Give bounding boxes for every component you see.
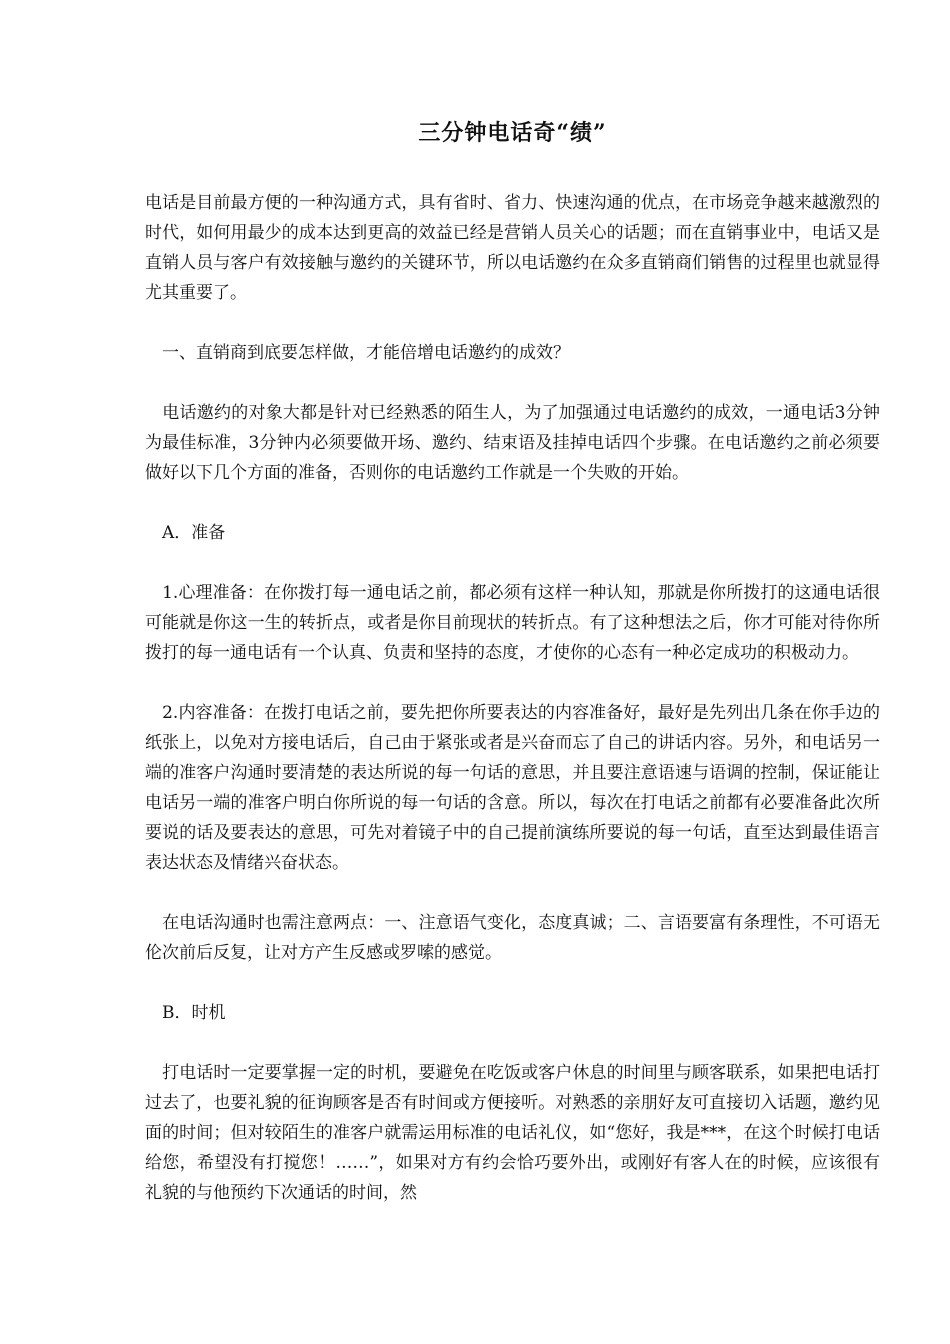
body-paragraph: 在电话沟通时也需注意两点：一、注意语气变化，态度真诚；二、言语要富有条理性，不可语无伦次前后反复，让对方产生反感或罗嗦的感觉。 bbox=[145, 913, 880, 963]
body-paragraph: 打电话时一定要掌握一定的时机，要避免在吃饭或客户休息的时间里与顾客联系，如果把电话打过去了，也要礼貌的征询顾客是否有时间或方便接听。对熟悉的亲朋好友可直接切入话题，邀约见面的时间；但对较陌生的准客户就需运用标准的电话礼仪，如“您好，我是***，在这个时候打电话给您，希望没有打搅您！……”，如果对方有约会恰巧要外出，或刚好有客人在的时候，应该很有礼貌的与他预约下次通话的时间，然 bbox=[145, 1063, 880, 1203]
section-heading-1: 一、直销商到底要怎样做，才能倍增电话邀约的成效？ bbox=[145, 343, 570, 363]
subsection-heading-a: A．准备 bbox=[145, 523, 226, 543]
document-page bbox=[145, 0, 880, 1208]
body-paragraph: 电话邀约的对象大都是针对已经熟悉的陌生人，为了加强通过电话邀约的成效，一通电话3分钟为最佳标准，3分钟内必须要做开场、邀约、结束语及挂掉电话四个步骤。在电话邀约之前必须要做好以下几个方面的准备，否则你的电话邀约工作就是一个失败的开始。 bbox=[145, 403, 880, 483]
document-title: 三分钟电话奇“绩” bbox=[418, 120, 607, 146]
body-paragraph: 2.内容准备：在拨打电话之前，要先把你所要表达的内容准备好，最好是先列出几条在你手边的纸张上，以免对方接电话后，自己由于紧张或者是兴奋而忘了自己的讲话内容。另外，和电话另一端的准客户沟通时要清楚的表达所说的每一句话的意思，并且要注意语速与语调的控制，保证能让电话另一端的准客户明白你所说的每一句话的含意。所以，每次在打电话之前都有必要准备此次所要说的话及要表达的意思，可先对着镜子中的自己提前演练所要说的每一句话，直至达到最佳语言表达状态及情绪兴奋状态。 bbox=[145, 703, 880, 873]
body-paragraph: 1.心理准备：在你拨打每一通电话之前，都必须有这样一种认知，那就是你所拨打的这通电话很可能就是你这一生的转折点，或者是你目前现状的转折点。有了这种想法之后，你才可能对待你所拨打的每一通电话有一个认真、负责和坚持的态度，才使你的心态有一种必定成功的积极动力。 bbox=[145, 583, 880, 663]
intro-paragraph: 电话是目前最方便的一种沟通方式，具有省时、省力、快速沟通的优点，在市场竞争越来越激烈的时代，如何用最少的成本达到更高的效益已经是营销人员关心的话题；而在直销事业中，电话又是直销人员与客户有效接触与邀约的关键环节，所以电话邀约在众多直销商们销售的过程里也就显得尤其重要了。 bbox=[145, 193, 880, 303]
subsection-heading-b: B．时机 bbox=[145, 1003, 226, 1023]
